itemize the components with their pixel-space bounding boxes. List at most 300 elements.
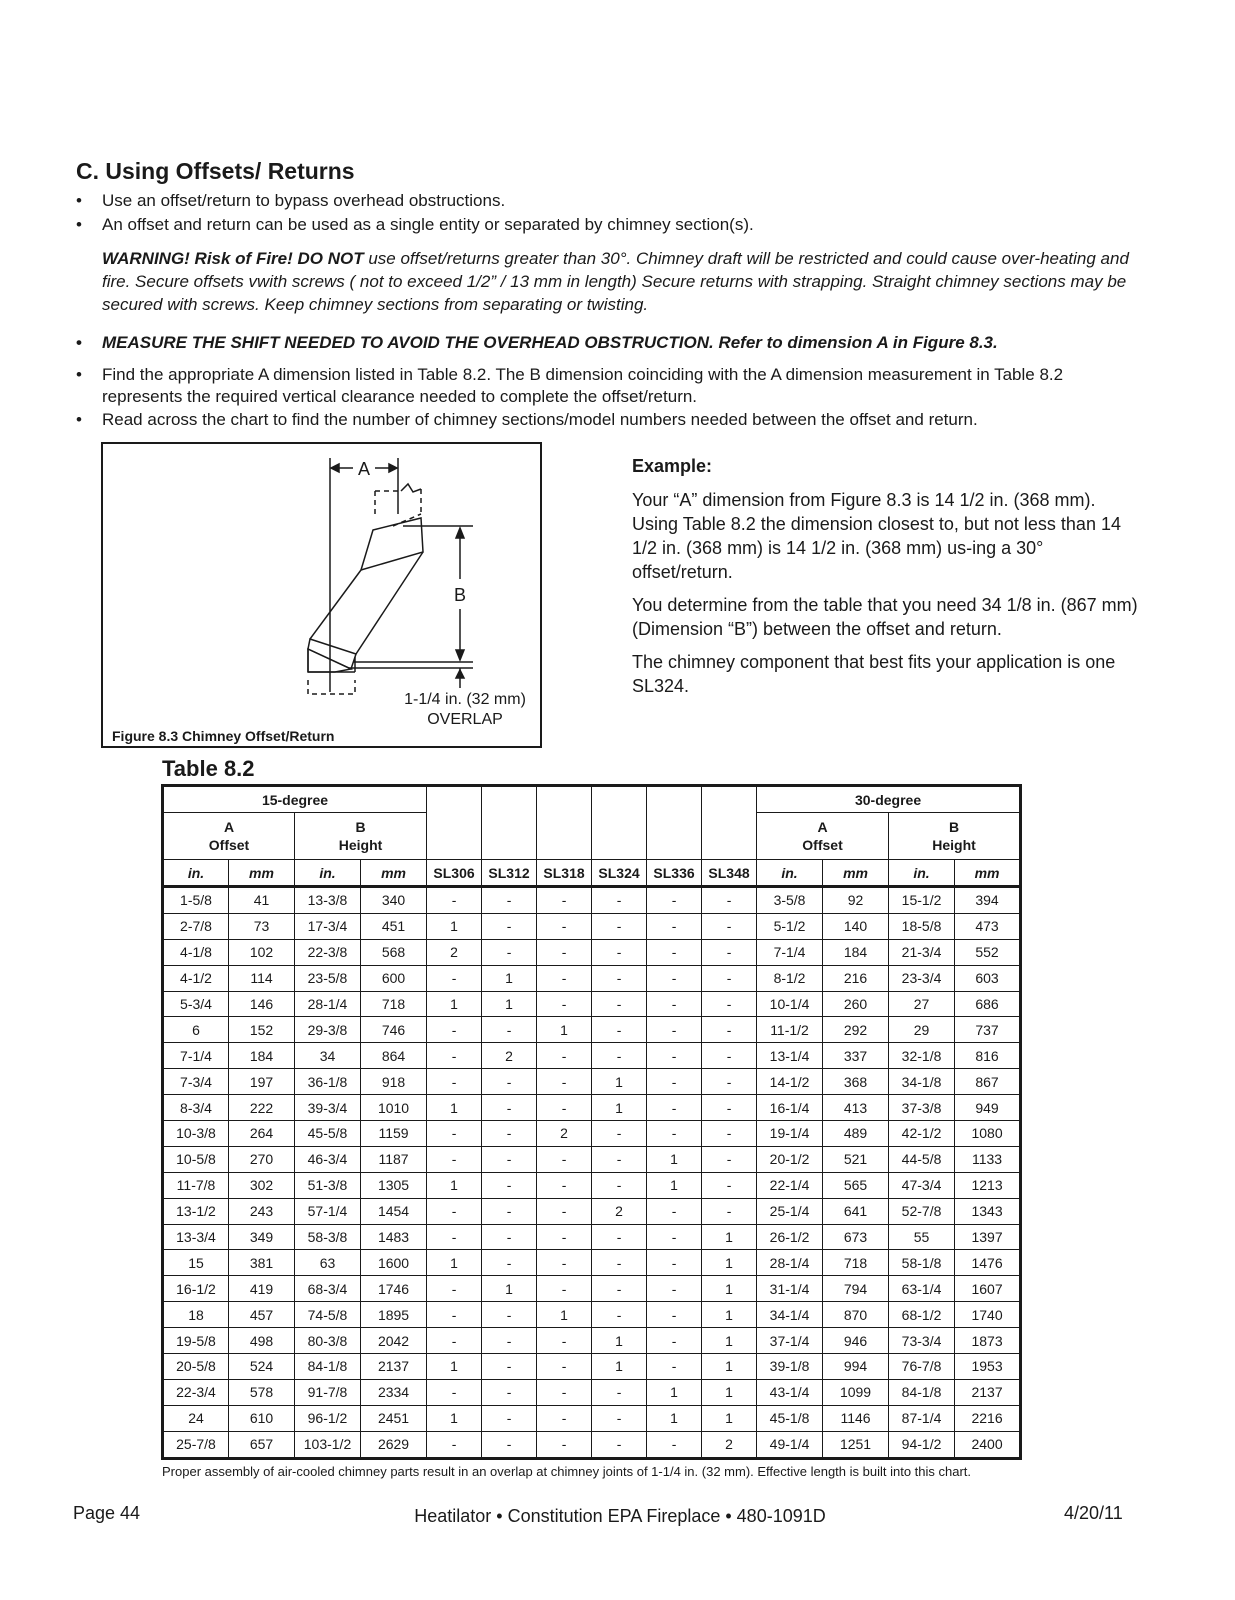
table-cell: 26-1/2 bbox=[757, 1224, 823, 1250]
table-row bbox=[163, 1405, 1021, 1431]
unit-header: mm bbox=[823, 860, 889, 887]
unit-header: mm bbox=[229, 860, 295, 887]
table-cell: - bbox=[647, 1354, 702, 1380]
table-cell: 87-1/4 bbox=[889, 1405, 955, 1431]
table-cell: - bbox=[537, 1095, 592, 1121]
table-cell: 29 bbox=[889, 1017, 955, 1043]
table-cell: 524 bbox=[229, 1354, 295, 1380]
unit-header: mm bbox=[361, 860, 427, 887]
table-cell: - bbox=[482, 1198, 537, 1224]
table-cell: 1 bbox=[592, 1095, 647, 1121]
table-cell: - bbox=[537, 1431, 592, 1458]
table-cell: 55 bbox=[889, 1224, 955, 1250]
table-cell: 23-5/8 bbox=[295, 965, 361, 991]
table-cell: - bbox=[427, 1224, 482, 1250]
header-a-offset-30: A Offset bbox=[757, 813, 889, 860]
table-cell: - bbox=[482, 1121, 537, 1147]
table-cell: 2451 bbox=[361, 1405, 427, 1431]
table-cell: 264 bbox=[229, 1121, 295, 1147]
table-cell: 419 bbox=[229, 1276, 295, 1302]
table-cell: - bbox=[427, 1017, 482, 1043]
table-cell: - bbox=[702, 939, 757, 965]
table-cell: 1600 bbox=[361, 1250, 427, 1276]
model-header-sl306: SL306 bbox=[427, 860, 482, 887]
table-cell: 657 bbox=[229, 1431, 295, 1458]
table-cell: 473 bbox=[955, 913, 1021, 939]
table-cell: 103-1/2 bbox=[295, 1431, 361, 1458]
table-cell: 2 bbox=[482, 1043, 537, 1069]
table-cell: 270 bbox=[229, 1146, 295, 1172]
figure-caption: Figure 8.3 Chimney Offset/Return bbox=[112, 728, 335, 744]
table-cell: - bbox=[427, 1276, 482, 1302]
table-row bbox=[163, 1146, 1021, 1172]
table-cell: 1 bbox=[482, 965, 537, 991]
table-cell: 19-1/4 bbox=[757, 1121, 823, 1147]
table-cell: 41 bbox=[229, 887, 295, 914]
table-cell: 610 bbox=[229, 1405, 295, 1431]
table-cell: - bbox=[537, 965, 592, 991]
table-cell: 63 bbox=[295, 1250, 361, 1276]
table-cell: 5-3/4 bbox=[163, 991, 229, 1017]
table-cell: 29-3/8 bbox=[295, 1017, 361, 1043]
table-cell: - bbox=[482, 939, 537, 965]
table-cell: 14-1/2 bbox=[757, 1069, 823, 1095]
table-cell: 1-5/8 bbox=[163, 887, 229, 914]
model-header-sl336: SL336 bbox=[647, 860, 702, 887]
table-cell: 243 bbox=[229, 1198, 295, 1224]
header-b-height-30: B Height bbox=[889, 813, 1021, 860]
table-cell: 25-7/8 bbox=[163, 1431, 229, 1458]
table-cell: - bbox=[702, 1095, 757, 1121]
table-row bbox=[163, 1379, 1021, 1405]
table-cell: 5-1/2 bbox=[757, 913, 823, 939]
table-cell: 521 bbox=[823, 1146, 889, 1172]
table-cell: - bbox=[427, 1302, 482, 1328]
table-cell: 34-1/8 bbox=[889, 1069, 955, 1095]
table-cell: - bbox=[592, 1043, 647, 1069]
table-cell: 2400 bbox=[955, 1431, 1021, 1458]
table-cell: - bbox=[537, 1224, 592, 1250]
table-cell: - bbox=[482, 1095, 537, 1121]
table-cell: - bbox=[482, 1172, 537, 1198]
table-cell: 1476 bbox=[955, 1250, 1021, 1276]
table-cell: 870 bbox=[823, 1302, 889, 1328]
table-row bbox=[163, 1121, 1021, 1147]
table-cell: - bbox=[592, 939, 647, 965]
table-cell: - bbox=[647, 1302, 702, 1328]
unit-header: in. bbox=[163, 860, 229, 887]
table-cell: 216 bbox=[823, 965, 889, 991]
footer-date: 4/20/11 bbox=[1064, 1503, 1123, 1523]
table-cell: - bbox=[427, 1043, 482, 1069]
table-cell: - bbox=[537, 1043, 592, 1069]
table-cell: 184 bbox=[823, 939, 889, 965]
table-cell: 867 bbox=[955, 1069, 1021, 1095]
pipe-left-edge bbox=[310, 570, 361, 639]
table-cell: - bbox=[482, 1354, 537, 1380]
table-cell: 74-5/8 bbox=[295, 1302, 361, 1328]
table-row bbox=[163, 1276, 1021, 1302]
table-row bbox=[163, 887, 1021, 914]
table-cell: 2629 bbox=[361, 1431, 427, 1458]
table-row bbox=[163, 1043, 1021, 1069]
table-cell: - bbox=[427, 965, 482, 991]
table-cell: 1953 bbox=[955, 1354, 1021, 1380]
table-cell: 946 bbox=[823, 1328, 889, 1354]
table-title: Table 8.2 bbox=[162, 756, 255, 781]
bullet-item bbox=[76, 190, 1148, 212]
table-footnote: Proper assembly of air-cooled chimney parts result in an overlap at chimney joints of 1-1/4 in. (32 mm). Effective length is built into this chart. bbox=[162, 1464, 972, 1479]
table-cell: 1146 bbox=[823, 1405, 889, 1431]
table-cell: - bbox=[592, 1405, 647, 1431]
example-block bbox=[632, 454, 1142, 707]
example-paragraph: You determine from the table that you need 34 1/8 in. (867 mm) (Dimension “B”) between the offset and return. bbox=[632, 595, 1138, 639]
table-cell: 8-3/4 bbox=[163, 1095, 229, 1121]
table-cell: - bbox=[647, 1276, 702, 1302]
table-cell: 7-1/4 bbox=[163, 1043, 229, 1069]
unit-header: mm bbox=[955, 860, 1021, 887]
table-cell: 1740 bbox=[955, 1302, 1021, 1328]
table-cell: 1 bbox=[592, 1069, 647, 1095]
bullet-marker: • bbox=[76, 215, 82, 234]
table-cell: 24 bbox=[163, 1405, 229, 1431]
table-cell: 45-5/8 bbox=[295, 1121, 361, 1147]
table-cell: 1607 bbox=[955, 1276, 1021, 1302]
table-cell: - bbox=[647, 1069, 702, 1095]
dim-a-arrowhead-right bbox=[389, 464, 397, 472]
group-header-30-degree: 30-degree bbox=[757, 786, 1021, 813]
table-cell: 57-1/4 bbox=[295, 1198, 361, 1224]
table-cell: 1305 bbox=[361, 1172, 427, 1198]
table-cell: 489 bbox=[823, 1121, 889, 1147]
table-cell: 11-7/8 bbox=[163, 1172, 229, 1198]
table-cell: - bbox=[592, 1302, 647, 1328]
table-cell: 4-1/8 bbox=[163, 939, 229, 965]
model-header-sl312: SL312 bbox=[482, 860, 537, 887]
table-cell: 63-1/4 bbox=[889, 1276, 955, 1302]
table-cell: 340 bbox=[361, 887, 427, 914]
table-cell: 146 bbox=[229, 991, 295, 1017]
table-cell: - bbox=[702, 1198, 757, 1224]
dim-b-label: B bbox=[453, 585, 467, 605]
table-cell: 46-3/4 bbox=[295, 1146, 361, 1172]
table-cell: 292 bbox=[823, 1017, 889, 1043]
table-cell: 1099 bbox=[823, 1379, 889, 1405]
table-cell: 3-5/8 bbox=[757, 887, 823, 914]
table-cell: 13-3/4 bbox=[163, 1224, 229, 1250]
pipe-right-edge bbox=[356, 552, 423, 654]
table-cell: 76-7/8 bbox=[889, 1354, 955, 1380]
table-cell: 1 bbox=[427, 1095, 482, 1121]
dim-b-arrowhead-top bbox=[456, 528, 464, 538]
table-row bbox=[163, 939, 1021, 965]
measure-text: MEASURE THE SHIFT NEEDED TO AVOID THE OVERHEAD OBSTRUCTION. Refer to dimension A in Figure 8.3. bbox=[102, 333, 998, 352]
header-a-offset-15: A Offset bbox=[163, 813, 295, 860]
table-cell: 2 bbox=[702, 1431, 757, 1458]
table-cell: 1 bbox=[647, 1172, 702, 1198]
table-row bbox=[163, 1017, 1021, 1043]
table-cell: - bbox=[702, 1017, 757, 1043]
table-cell: 39-3/4 bbox=[295, 1095, 361, 1121]
table-cell: - bbox=[482, 887, 537, 914]
table-cell: 222 bbox=[229, 1095, 295, 1121]
table-cell: 1010 bbox=[361, 1095, 427, 1121]
table-cell: 260 bbox=[823, 991, 889, 1017]
table-cell: - bbox=[702, 991, 757, 1017]
table-cell: - bbox=[647, 1017, 702, 1043]
dim-a-label: A bbox=[357, 459, 371, 479]
table-cell: 80-3/8 bbox=[295, 1328, 361, 1354]
table-row bbox=[163, 1172, 1021, 1198]
model-header-sl318: SL318 bbox=[537, 860, 592, 887]
table-row bbox=[163, 1224, 1021, 1250]
table-cell: 28-1/4 bbox=[295, 991, 361, 1017]
footer-page-number: Page 44 bbox=[73, 1503, 141, 1523]
table-cell: - bbox=[592, 991, 647, 1017]
unit-header: in. bbox=[295, 860, 361, 887]
table-cell: 18 bbox=[163, 1302, 229, 1328]
table-cell: 552 bbox=[955, 939, 1021, 965]
table-cell: 718 bbox=[823, 1250, 889, 1276]
table-cell: 39-1/8 bbox=[757, 1354, 823, 1380]
table-cell: 27 bbox=[889, 991, 955, 1017]
table-cell: 994 bbox=[823, 1354, 889, 1380]
table-row bbox=[163, 1095, 1021, 1121]
table-cell: - bbox=[482, 1069, 537, 1095]
overlap-arrowhead bbox=[456, 670, 464, 678]
measure-instruction bbox=[76, 332, 1148, 354]
table-cell: - bbox=[592, 1379, 647, 1405]
table-cell: 2 bbox=[592, 1198, 647, 1224]
table-cell: 11-1/2 bbox=[757, 1017, 823, 1043]
table-row bbox=[163, 1354, 1021, 1380]
lower-elbow-top bbox=[308, 639, 356, 669]
table-cell: 1 bbox=[702, 1405, 757, 1431]
table-row bbox=[163, 1431, 1021, 1458]
table-cell: - bbox=[702, 1043, 757, 1069]
table-cell: 73 bbox=[229, 913, 295, 939]
model-header-sl324: SL324 bbox=[592, 860, 647, 887]
bullet-text: An offset and return can be used as a single entity or separated by chimney section(s). bbox=[102, 215, 754, 234]
table-cell: 19-5/8 bbox=[163, 1328, 229, 1354]
warning-label: WARNING! Risk of Fire! DO NOT bbox=[102, 249, 364, 268]
table-cell: 1 bbox=[592, 1328, 647, 1354]
table-cell: - bbox=[647, 1431, 702, 1458]
table-cell: - bbox=[647, 965, 702, 991]
table-cell: - bbox=[427, 1146, 482, 1172]
table-cell: - bbox=[647, 1328, 702, 1354]
table-cell: 1 bbox=[427, 1354, 482, 1380]
table-cell: 381 bbox=[229, 1250, 295, 1276]
overlap-word: OVERLAP bbox=[427, 711, 503, 728]
bullet-marker: • bbox=[76, 410, 82, 429]
table-cell: 1 bbox=[702, 1224, 757, 1250]
table-cell: 45-1/8 bbox=[757, 1405, 823, 1431]
table-cell: - bbox=[702, 887, 757, 914]
table-cell: 864 bbox=[361, 1043, 427, 1069]
table-cell: 1 bbox=[702, 1328, 757, 1354]
table-cell: - bbox=[537, 1328, 592, 1354]
warning-text: use offset/returns greater than 30°. Chimney draft will be restricted and could cause over-heating and fire. Secure offsets vwith screws ( not to exceed 1/2” / 13 mm in length) Secure returns with strapping. Straight chimney sections may be secured with screws. Keep chimney sections from separating or twisting. bbox=[102, 249, 1129, 314]
table-cell: - bbox=[537, 1250, 592, 1276]
example-title: Example: bbox=[632, 456, 713, 476]
table-cell: - bbox=[537, 913, 592, 939]
table-cell: 568 bbox=[361, 939, 427, 965]
table-cell: - bbox=[647, 991, 702, 1017]
table-cell: 58-1/8 bbox=[889, 1250, 955, 1276]
table-cell: 1 bbox=[537, 1017, 592, 1043]
table-cell: 2042 bbox=[361, 1328, 427, 1354]
table-cell: 737 bbox=[955, 1017, 1021, 1043]
table-cell: - bbox=[482, 1146, 537, 1172]
table-cell: 42-1/2 bbox=[889, 1121, 955, 1147]
table-cell: - bbox=[537, 1379, 592, 1405]
table-cell: - bbox=[482, 1431, 537, 1458]
table-cell: - bbox=[647, 887, 702, 914]
table-cell: 6 bbox=[163, 1017, 229, 1043]
example-paragraph: Your “A” dimension from Figure 8.3 is 14 1/2 in. (368 mm). Using Table 8.2 the dimension closest to, but not less than 14 1/2 in. (368 mm) is 14 1/2 in. (368 mm) us-ing a 30° offset/return. bbox=[632, 490, 1121, 582]
table-cell: 22-3/4 bbox=[163, 1379, 229, 1405]
dim-b-arrowhead-bottom bbox=[456, 650, 464, 660]
table-cell: - bbox=[647, 1198, 702, 1224]
table-cell: 1 bbox=[427, 1405, 482, 1431]
table-cell: 1159 bbox=[361, 1121, 427, 1147]
table-cell: 52-7/8 bbox=[889, 1198, 955, 1224]
table-cell: 949 bbox=[955, 1095, 1021, 1121]
table-cell: - bbox=[427, 1379, 482, 1405]
table-cell: - bbox=[427, 1121, 482, 1147]
table-cell: - bbox=[537, 1172, 592, 1198]
table-cell: - bbox=[537, 1276, 592, 1302]
table-cell: - bbox=[592, 887, 647, 914]
table-cell: - bbox=[537, 1146, 592, 1172]
table-cell: 1 bbox=[702, 1302, 757, 1328]
table-cell: 565 bbox=[823, 1172, 889, 1198]
table-cell: 36-1/8 bbox=[295, 1069, 361, 1095]
table-cell: 1 bbox=[592, 1354, 647, 1380]
table-cell: 498 bbox=[229, 1328, 295, 1354]
table-cell: 457 bbox=[229, 1302, 295, 1328]
table-cell: - bbox=[427, 1328, 482, 1354]
table-cell: 51-3/8 bbox=[295, 1172, 361, 1198]
table-cell: 84-1/8 bbox=[295, 1354, 361, 1380]
table-cell: - bbox=[427, 1198, 482, 1224]
unit-header: in. bbox=[889, 860, 955, 887]
table-cell: 21-3/4 bbox=[889, 939, 955, 965]
table-cell: 10-5/8 bbox=[163, 1146, 229, 1172]
table-cell: 1873 bbox=[955, 1328, 1021, 1354]
table-cell: 1 bbox=[702, 1354, 757, 1380]
table-cell: 1133 bbox=[955, 1146, 1021, 1172]
bullet-text: Read across the chart to find the number of chimney sections/model numbers needed between the offset and return. bbox=[102, 410, 978, 429]
table-cell: - bbox=[702, 1146, 757, 1172]
table-cell: - bbox=[537, 1069, 592, 1095]
table-cell: 114 bbox=[229, 965, 295, 991]
bullet-item bbox=[76, 364, 1148, 408]
footer-document-title: Heatilator • Constitution EPA Fireplace • 480-1091D bbox=[414, 1506, 826, 1526]
table-cell: 28-1/4 bbox=[757, 1250, 823, 1276]
table-cell: - bbox=[592, 1121, 647, 1147]
table-cell: 1187 bbox=[361, 1146, 427, 1172]
table-cell: - bbox=[537, 1354, 592, 1380]
table-cell: 92 bbox=[823, 887, 889, 914]
table-cell: 34-1/4 bbox=[757, 1302, 823, 1328]
table-cell: 746 bbox=[361, 1017, 427, 1043]
table-cell: 413 bbox=[823, 1095, 889, 1121]
table-cell: 578 bbox=[229, 1379, 295, 1405]
table-cell: 16-1/4 bbox=[757, 1095, 823, 1121]
table-cell: - bbox=[482, 1224, 537, 1250]
table-cell: - bbox=[427, 1069, 482, 1095]
table-cell: 394 bbox=[955, 887, 1021, 914]
table-cell: - bbox=[482, 1302, 537, 1328]
table-cell: 15-1/2 bbox=[889, 887, 955, 914]
overlap-label bbox=[390, 690, 540, 730]
table-cell: 641 bbox=[823, 1198, 889, 1224]
bullet-text: Find the appropriate A dimension listed in Table 8.2. The B dimension coinciding with the A dimension measurement in Table 8.2 represents the required vertical clearance needed to complete the offset/return. bbox=[102, 365, 1064, 406]
table-cell: - bbox=[537, 991, 592, 1017]
table-cell: 37-3/8 bbox=[889, 1095, 955, 1121]
table-cell: 13-1/4 bbox=[757, 1043, 823, 1069]
table-cell: - bbox=[702, 1069, 757, 1095]
table-cell: 7-1/4 bbox=[757, 939, 823, 965]
table-cell: - bbox=[482, 1405, 537, 1431]
table-cell: - bbox=[702, 1172, 757, 1198]
table-cell: 451 bbox=[361, 913, 427, 939]
table-cell: 2137 bbox=[361, 1354, 427, 1380]
table-cell: 686 bbox=[955, 991, 1021, 1017]
table-cell: - bbox=[592, 1017, 647, 1043]
table-cell: - bbox=[592, 1431, 647, 1458]
table-cell: - bbox=[592, 1146, 647, 1172]
table-cell: - bbox=[537, 1405, 592, 1431]
table-cell: 184 bbox=[229, 1043, 295, 1069]
table-cell: 17-3/4 bbox=[295, 913, 361, 939]
table-cell: 22-3/8 bbox=[295, 939, 361, 965]
overlap-dimension: 1-1/4 in. (32 mm) bbox=[404, 691, 526, 708]
table-cell: 816 bbox=[955, 1043, 1021, 1069]
table-row bbox=[163, 913, 1021, 939]
table-cell: 2 bbox=[537, 1121, 592, 1147]
table-cell: 34 bbox=[295, 1043, 361, 1069]
table-cell: 1 bbox=[427, 1250, 482, 1276]
bullet-marker: • bbox=[76, 333, 82, 352]
unit-header: in. bbox=[757, 860, 823, 887]
table-cell: 302 bbox=[229, 1172, 295, 1198]
lower-pipe-dashed bbox=[308, 680, 355, 694]
table-cell: 15 bbox=[163, 1250, 229, 1276]
table-cell: 349 bbox=[229, 1224, 295, 1250]
table-cell: - bbox=[647, 913, 702, 939]
table-cell: - bbox=[427, 1431, 482, 1458]
table-cell: - bbox=[647, 1224, 702, 1250]
table-cell: - bbox=[537, 887, 592, 914]
table-cell: 1895 bbox=[361, 1302, 427, 1328]
table-cell: - bbox=[647, 1095, 702, 1121]
table-cell: - bbox=[427, 887, 482, 914]
table-cell: 68-1/2 bbox=[889, 1302, 955, 1328]
table-cell: 7-3/4 bbox=[163, 1069, 229, 1095]
table-cell: 2 bbox=[427, 939, 482, 965]
table-cell: - bbox=[482, 1017, 537, 1043]
table-cell: - bbox=[537, 1198, 592, 1224]
table-cell: 2-7/8 bbox=[163, 913, 229, 939]
table-cell: 96-1/2 bbox=[295, 1405, 361, 1431]
table-cell: 197 bbox=[229, 1069, 295, 1095]
table-cell: - bbox=[702, 913, 757, 939]
table-body bbox=[163, 887, 1021, 1459]
table-cell: - bbox=[592, 965, 647, 991]
